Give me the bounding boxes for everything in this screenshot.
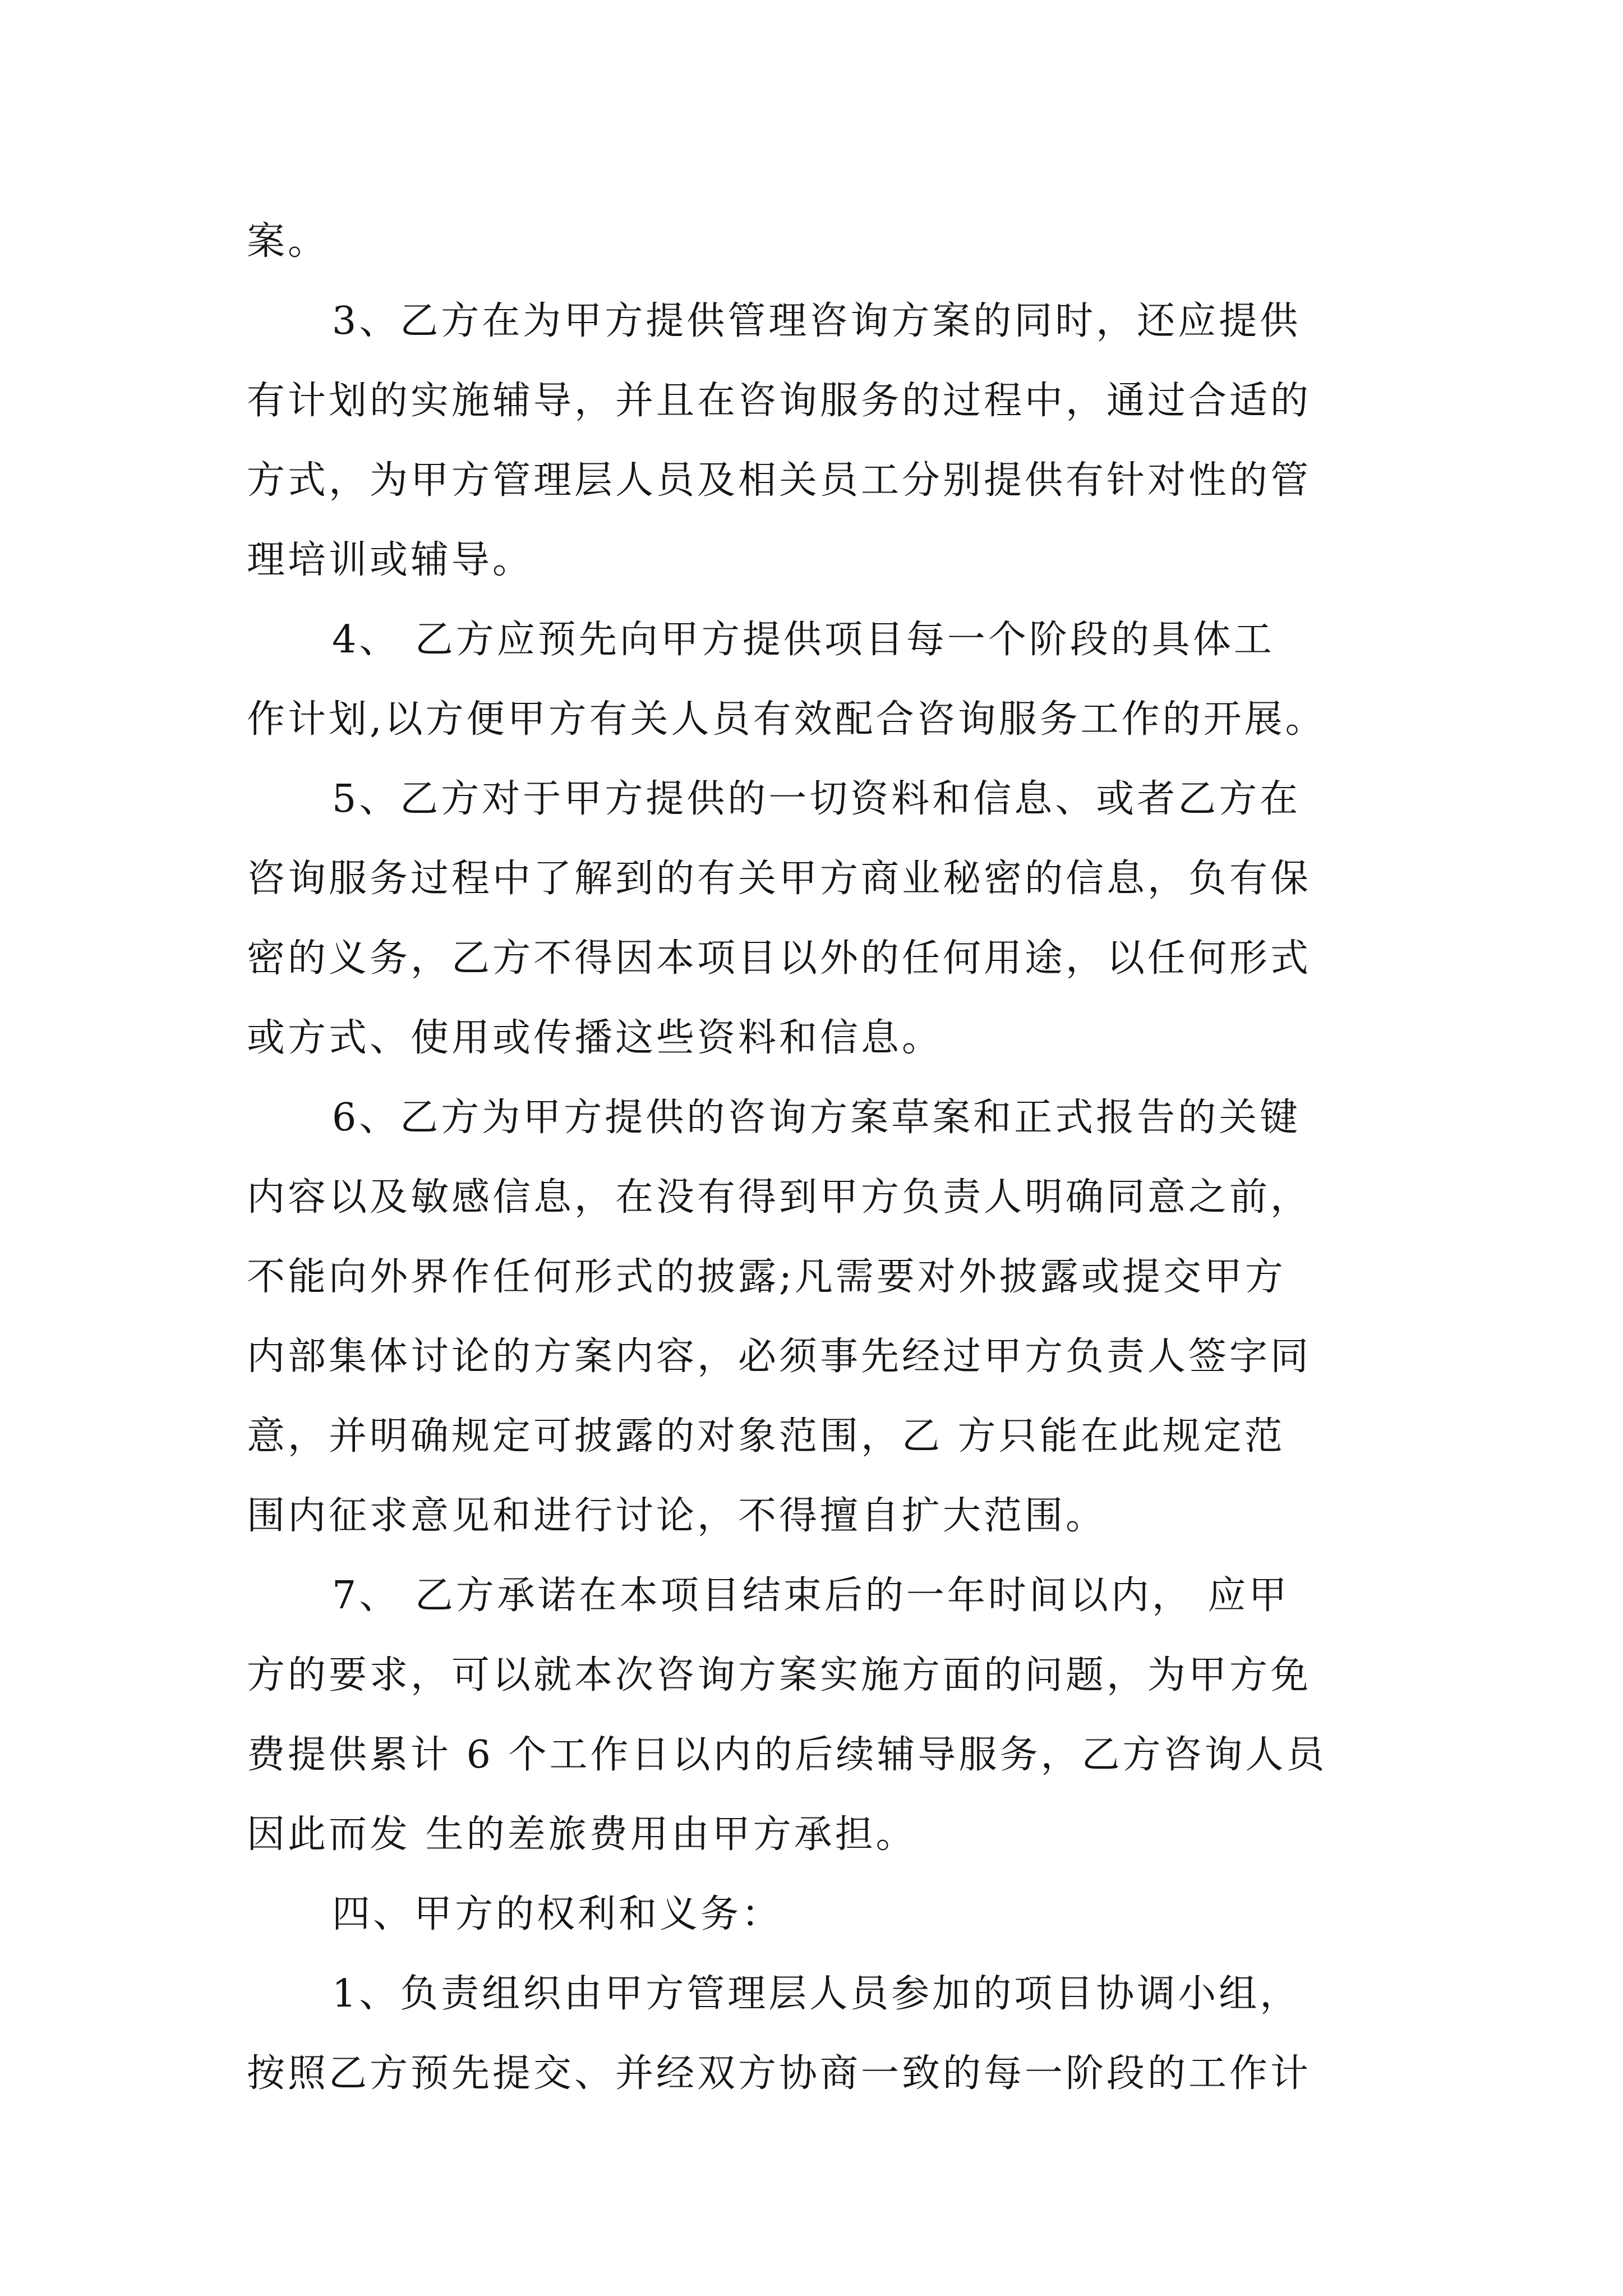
text-line: 密的义务，乙方不得因本项目以外的任何用途，以任何形式 <box>247 936 1312 981</box>
text-line: 按照乙方预先提交、并经双方协商一致的每一阶段的工作计 <box>247 2051 1312 2096</box>
paragraph-7-start: 7、 乙方承诺在本项目结束后的一年时间以内， 应甲 <box>332 1573 1290 1618</box>
text-line: 方的要求，可以就本次咨询方案实施方面的问题，为甲方免 <box>247 1653 1312 1697</box>
text-line: 围内征求意见和进行讨论，不得擅自扩大范围。 <box>247 1494 1107 1538</box>
text-line: 咨询服务过程中了解到的有关甲方商业秘密的信息，负有保 <box>247 857 1312 901</box>
text-line: 内部集体讨论的方案内容，必须事先经过甲方负责人签字同 <box>247 1335 1312 1379</box>
text-line: 意，并明确规定可披露的对象范围，乙 方只能在此规定范 <box>247 1414 1285 1458</box>
paragraph-3-start: 3、乙方在为甲方提供管理咨询方案的同时，还应提供 <box>332 299 1301 343</box>
text-line: 或方式、使用或传播这些资料和信息。 <box>247 1016 943 1060</box>
paragraph-1-start: 1、负责组织由甲方管理层人员参加的项目协调小组， <box>332 1972 1301 2016</box>
text-line: 有计划的实施辅导，并且在咨询服务的过程中，通过合适的 <box>247 379 1312 423</box>
text-line: 案。 <box>247 219 329 264</box>
text-line: 费提供累计 6 个工作日以内的后续辅导服务，乙方咨询人员 <box>247 1733 1327 1777</box>
text-line: 方式，为甲方管理层人员及相关员工分别提供有针对性的管 <box>247 458 1312 503</box>
text-line: 作计划,以方便甲方有关人员有效配合咨询服务工作的开展。 <box>247 697 1326 742</box>
document-body <box>247 202 1391 2114</box>
section-heading: 四、甲方的权利和义务： <box>332 1892 783 1936</box>
text-line: 不能向外界作任何形式的披露;凡需要对外披露或提交甲方 <box>247 1255 1286 1299</box>
paragraph-4-start: 4、 乙方应预先向甲方提供项目每一个阶段的具体工 <box>332 618 1275 662</box>
paragraph-6-start: 6、乙方为甲方提供的咨询方案草案和正式报告的关键 <box>332 1096 1301 1140</box>
text-line: 内容以及敏感信息，在没有得到甲方负责人明确同意之前， <box>247 1175 1312 1220</box>
text-line: 因此而发 生的差旅费用由甲方承担。 <box>247 1812 917 1857</box>
paragraph-5-start: 5、乙方对于甲方提供的一切资料和信息、或者乙方在 <box>332 777 1301 821</box>
text-line: 理培训或辅导。 <box>247 538 534 582</box>
